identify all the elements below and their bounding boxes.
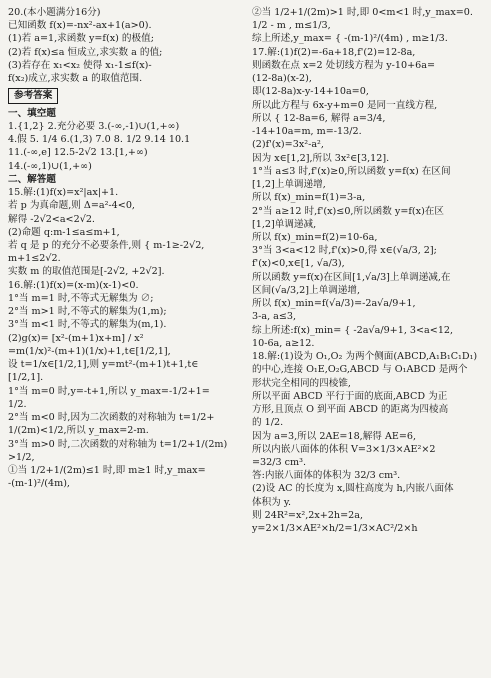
left-line: 二、解答题 (8, 173, 56, 185)
right-line: 1/2 - m , m≤1/3, (252, 20, 331, 32)
right-line: 所以平面 ABCD 平行于面的底面,ABCD 为正 (252, 390, 448, 402)
right-line: 所以此方程与 6x-y+m=0 是同一直线方程, (252, 99, 438, 111)
left-line: 16.解:(1)f(x)=(x-m)(x-1)<0. (8, 279, 139, 291)
right-line: 即(12-8a)x-y-14+10a=0, (252, 86, 369, 98)
right-line: 所以 f(x)_min=f(√a/3)=-2a√a/9+1, (252, 298, 416, 310)
right-line: 所以 f(x)_min=f(1)=3-a, (252, 192, 366, 204)
right-line: 所以内嵌八面体的体积 V=3×1/3×AE²×2 (252, 443, 436, 455)
left-line: 2°当 m>1 时,不等式的解集为(1,m); (8, 306, 167, 318)
right-line: 综上所述:f(x)_min= { -2a√a/9+1, 3<a<12, (252, 324, 454, 336)
right-line: 则函数在点 x=2 处切线方程为 y-10+6a= (252, 59, 436, 71)
right-line: 2°当 a≥12 时,f'(x)≤0,所以函数 y=f(x)在区 (252, 205, 444, 217)
right-line: =32/3 cm³. (252, 456, 306, 468)
right-line: 则 24R²=x²,2x+2h=2a, (252, 509, 364, 521)
left-line (8, 85, 244, 106)
right-line: 10-6a, a≥12. (252, 337, 315, 349)
left-line: f(x₂)成立,求实数 a 的取值范围. (8, 73, 143, 85)
right-line: [1,2]单调递减, (252, 218, 317, 230)
right-line: 所以函数 y=f(x)在区间[1,√a/3]上单调递减,在 (252, 271, 451, 283)
left-line: 若 p 为真命题,则 Δ=a²-4<0, (8, 200, 135, 212)
right-line: 区间(√a/3,2]上单调递增, (252, 284, 361, 296)
left-line: m+1≤2√2. (8, 253, 61, 265)
right-line: 17.解:(1)f(2)=-6a+18,f'(2)=12-8a, (252, 46, 416, 58)
left-line: =m(1/x)²-(m+1)(1/x)+1,t∈[1/2,1], (8, 345, 171, 357)
right-line: -14+10a=m, m=-13/2. (252, 126, 362, 138)
right-line: 方形,且顶点 O 到平面 ABCD 的距离为四棱高 (252, 404, 449, 416)
right-line: ②当 1/2+1/(2m)>1 时,即 0<m<1 时,y_max=0. (252, 7, 473, 18)
left-line: 设 t=1/x∈[1/2,1],则 y=mt²-(m+1)t+1,t∈ (8, 359, 199, 371)
left-line: 11.(-∞,e] 12.5-2√2 13.[1,+∞) (8, 147, 148, 159)
left-column (8, 6, 244, 490)
left-line: 20.(本小题满分16分) (8, 7, 101, 18)
right-line: 体积为 y. (252, 496, 292, 508)
left-line: 1°当 m=1 时,不等式无解集为 ∅; (8, 292, 154, 304)
left-line: 一、填空题 (8, 107, 56, 119)
left-line: 已知函数 f(x)=-nx²-ax+1(a>0). (8, 20, 152, 32)
right-line: 因为 a=3,所以 2AE=18,解得 AE=6, (252, 430, 417, 442)
left-line: 1.{1,2} 2.充分必要 3.(-∞,-1)∪(1,+∞) (8, 120, 180, 132)
left-line: 1°当 m=0 时,y=-t+1,所以 y_max=-1/2+1= (8, 385, 210, 397)
left-line: 1/2. (8, 398, 27, 410)
right-line: 因为 x∈[1,2],所以 3x²∈[3,12]. (252, 152, 390, 164)
left-line: 若 q 是 p 的充分不必要条件,则 { m-1≥-2√2, (8, 239, 205, 251)
right-line: 的 1/2. (252, 417, 284, 429)
right-line: 3-a, a≤3, (252, 311, 297, 323)
right-line: (2)设 AC 的长度为 x,圆柱高度为 h,内嵌八面体 (252, 483, 454, 495)
left-line: (1)若 a=1,求函数 y=f(x) 的极值; (8, 33, 154, 45)
right-line: f'(x)<0,x∈[1, √a/3), (252, 258, 345, 270)
left-line: (2)若 f(x)≤a 恒成立,求实数 a 的值; (8, 46, 163, 58)
left-line: (3)若存在 x₁<x₂ 使得 x₁-1≤f(x)- (8, 59, 152, 71)
right-line: 18.解:(1)设为 O₁,O₂ 为两个侧面(ABCD,A₁B₁C₁D₁) (252, 351, 478, 363)
left-line: 1/(2m)<1/2,所以 y_max=2-m. (8, 425, 149, 437)
left-line: (2)命题 q:m-1≤a≤m+1, (8, 226, 120, 238)
right-line: 1°当 a≤3 时,f'(x)≥0,所以函数 y=f(x) 在区间 (252, 165, 451, 177)
left-line: (2)g(x)= [x²-(m+1)x+m] / x² (8, 332, 144, 344)
right-line: [1,2]上单调递增, (252, 179, 326, 191)
left-line: 4.假 5. 1/4 6.(1,3) 7.0 8. 1/2 9.14 10.1 (8, 134, 191, 146)
left-line: 2°当 m<0 时,因为二次函数的对称轴为 t=1/2+ (8, 412, 215, 424)
right-line: 3°当 3<a<12 时,f'(x)>0,得 x∈(√a/3, 2]; (252, 245, 437, 257)
right-line: 所以 { 12-8a=6, 解得 a=3/4, (252, 112, 386, 124)
right-line: 所以 f(x)_min=f(2)=10-6a, (252, 231, 378, 243)
right-line: y=2×1/3×AE²×h/2=1/3×AC²/2×h (252, 523, 418, 535)
answer-key-heading: 参考答案 (8, 88, 58, 103)
left-line: >1/2, (8, 451, 35, 463)
left-line: [1/2,1]. (8, 372, 44, 384)
left-line: 实数 m 的取值范围是[-2√2, +2√2]. (8, 266, 165, 278)
left-line: 3°当 m>0 时,二次函数的对称轴为 t=1/2+1/(2m) (8, 438, 228, 450)
right-line: 答:内嵌八面体的体积为 32/3 cm³. (252, 470, 401, 482)
left-line: ①当 1/2+1/(2m)≤1 时,即 m≥1 时,y_max= (8, 464, 206, 476)
right-line: 综上所述,y_max= { -(m-1)²/(4m) , m≥1/3. (252, 33, 448, 45)
right-line: 形状完全相同的四棱锥, (252, 377, 351, 389)
left-line: 15.解:(1)f(x)=x²|ax|+1. (8, 187, 119, 199)
left-line: 14.(-∞,1)∪(1,+∞) (8, 160, 92, 172)
right-column (252, 6, 484, 535)
left-line: 解得 -2√2<a<2√2. (8, 213, 95, 225)
right-line: 的中心,连接 O₁E,O₂G,ABCD 与 O₁ABCD 是两个 (252, 364, 468, 376)
left-line: -(m-1)²/(4m), (8, 478, 70, 490)
left-line: 3°当 m<1 时,不等式的解集为(m,1). (8, 319, 167, 331)
right-line: (2)f'(x)=3x²-a², (252, 139, 324, 151)
right-line: (12-8a)(x-2), (252, 73, 312, 85)
